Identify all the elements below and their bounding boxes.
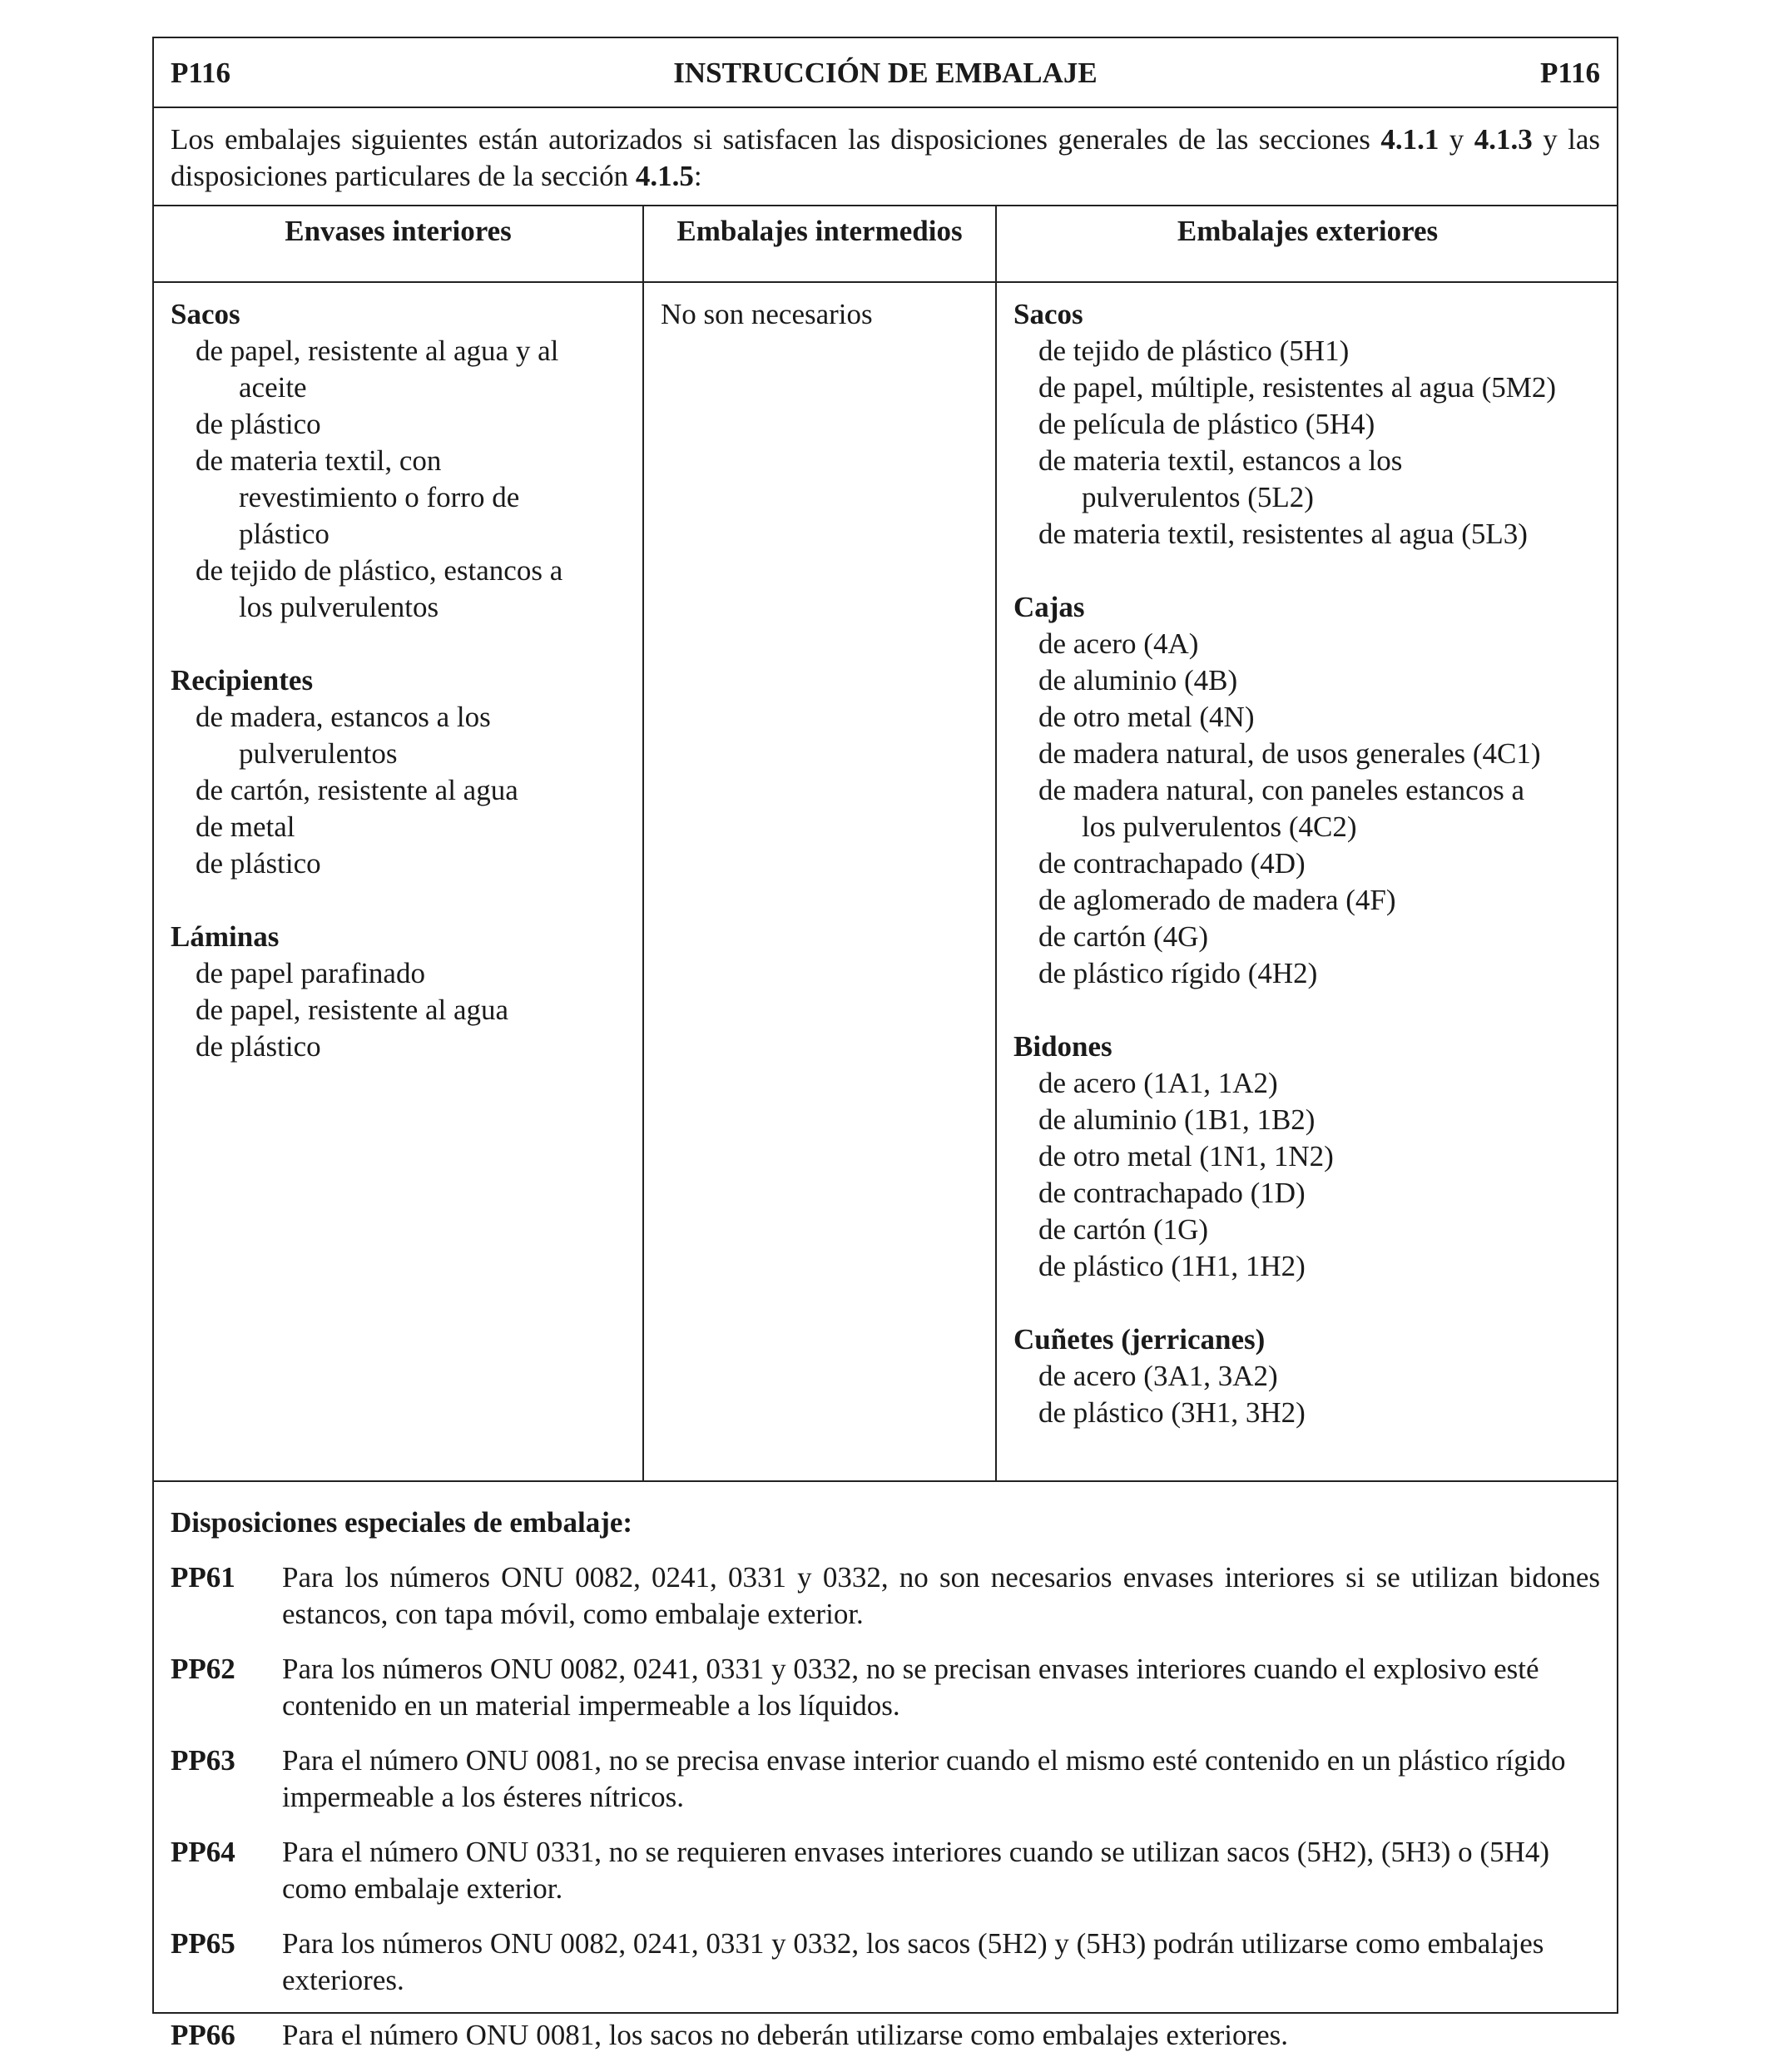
column-header-outer: Embalajes exteriores — [1177, 215, 1439, 247]
section-ref: 4.1.5 — [635, 160, 694, 192]
group-title: Cuñetes (jerricanes) — [1013, 1323, 1266, 1356]
list-item: de otro metal (4N) — [1038, 701, 1255, 733]
provision-item — [171, 2017, 1600, 2054]
divider — [154, 281, 1617, 283]
provision-item — [171, 1651, 1600, 1724]
list-item: de cartón (1G) — [1038, 1213, 1209, 1246]
list-item: de plástico — [196, 1030, 321, 1063]
column-header-inner: Envases interiores — [285, 215, 512, 247]
list-item: de plástico (1H1, 1H2) — [1038, 1250, 1306, 1282]
list-item: de materia textil, estancos a los — [1038, 444, 1403, 477]
provision-code: PP64 — [171, 1836, 235, 1868]
list-item: de película de plástico (5H4) — [1038, 408, 1375, 440]
list-item: de plástico rígido (4H2) — [1038, 957, 1318, 989]
group-bidones — [1013, 1029, 1556, 1285]
list-item: de madera, estancos a los — [196, 701, 491, 733]
list-item: los pulverulentos — [239, 591, 439, 623]
list-item: de plástico — [196, 408, 321, 440]
group-sacos — [1013, 296, 1556, 553]
list-item: de metal — [196, 810, 295, 843]
list-item: de acero (4A) — [1038, 627, 1199, 660]
group-sacos — [171, 296, 562, 626]
list-item: de otro metal (1N1, 1N2) — [1038, 1140, 1334, 1172]
section-ref: 4.1.3 — [1474, 123, 1533, 156]
group-recipientes — [171, 662, 562, 882]
group-laminas — [171, 919, 562, 1065]
provision-code: PP65 — [171, 1927, 235, 1960]
instruction-code-left: P116 — [171, 57, 230, 89]
provision-text: Para el número ONU 0081, los sacos no deberán utilizarse como embalajes exteriores. — [282, 2019, 1289, 2051]
list-item: de tejido de plástico, estancos a — [196, 554, 563, 587]
provision-text: Para los números ONU 0082, 0241, 0331 y 0332, los sacos (5H2) y (5H3) podrán utilizarse como embalajes exteriores. — [282, 1927, 1544, 1996]
list-item: revestimiento o forro de — [239, 481, 520, 513]
provision-code: PP61 — [171, 1561, 235, 1594]
list-item: de madera natural, de usos generales (4C1) — [1038, 737, 1541, 770]
provision-text: Para el número ONU 0331, no se requieren envases interiores cuando se utilizan sacos (5H2), (5H3) o (5H4) como embalaje exterior. — [282, 1836, 1550, 1905]
divider — [154, 107, 1617, 108]
list-item: de papel, múltiple, resistentes al agua (5M2) — [1038, 371, 1557, 404]
list-item: de papel parafinado — [196, 957, 425, 989]
list-item: de materia textil, con — [196, 444, 442, 477]
list-item: de contrachapado (4D) — [1038, 847, 1306, 880]
instruction-code-right: P116 — [1540, 57, 1600, 89]
list-item: de plástico (3H1, 3H2) — [1038, 1396, 1306, 1429]
list-item: los pulverulentos (4C2) — [1082, 810, 1357, 843]
intro-text: Los embalajes siguientes están autorizados si satisfacen las disposiciones generales de las secciones — [171, 123, 1381, 156]
provision-code: PP63 — [171, 1744, 235, 1777]
special-provisions-title: Disposiciones especiales de embalaje: — [171, 1506, 633, 1539]
outer-packagings-list — [1013, 296, 1556, 1431]
packing-instruction-table — [152, 37, 1618, 2051]
provision-code: PP66 — [171, 2019, 235, 2051]
provision-item — [171, 1926, 1600, 1999]
column-separator — [642, 205, 644, 1481]
list-item: de aglomerado de madera (4F) — [1038, 884, 1396, 916]
group-title: Bidones — [1013, 1030, 1112, 1063]
list-item: de contrachapado (1D) — [1038, 1177, 1306, 1209]
list-item: de acero (1A1, 1A2) — [1038, 1067, 1278, 1099]
page-title: INSTRUCCIÓN DE EMBALAJE — [673, 57, 1098, 89]
list-item: de plástico — [196, 847, 321, 880]
column-header-intermediate: Embalajes intermedios — [676, 215, 963, 247]
list-item: de aluminio (1B1, 1B2) — [1038, 1103, 1316, 1136]
list-item: de papel, resistente al agua y al — [196, 335, 559, 367]
intermediate-packagings — [661, 296, 873, 333]
intro-text: y las disposiciones particulares de la sección — [171, 123, 1601, 192]
list-item: de materia textil, resistentes al agua (5L3) — [1038, 518, 1528, 550]
list-item: pulverulentos — [239, 737, 398, 770]
intro-paragraph — [171, 121, 1600, 195]
list-item: de aluminio (4B) — [1038, 664, 1238, 696]
group-cunetes — [1013, 1321, 1556, 1431]
provision-code: PP62 — [171, 1653, 235, 1685]
intro-text: : — [693, 160, 702, 192]
provision-text: Para los números ONU 0082, 0241, 0331 y 0332, no se precisan envases interiores cuando el explosivo esté contenido en un material impermeable a los líquidos. — [282, 1653, 1539, 1722]
list-item: de cartón, resistente al agua — [196, 774, 518, 806]
column-separator — [995, 205, 997, 1481]
section-ref: 4.1.1 — [1380, 123, 1439, 156]
group-title: Cajas — [1013, 591, 1085, 623]
list-item: plástico — [239, 518, 330, 550]
group-title: Sacos — [1013, 298, 1083, 330]
list-item: de papel, resistente al agua — [196, 994, 509, 1026]
provision-item — [171, 1834, 1600, 1907]
intermediate-note: No son necesarios — [661, 298, 873, 330]
list-item: pulverulentos (5L2) — [1082, 481, 1314, 513]
divider — [154, 1480, 1617, 1482]
provision-text: Para el número ONU 0081, no se precisa envase interior cuando el mismo esté contenido en un plástico rígido impermeable a los ésteres nítricos. — [282, 1744, 1566, 1813]
list-item: de cartón (4G) — [1038, 920, 1209, 953]
list-item: de madera natural, con paneles estancos a — [1038, 774, 1525, 806]
provision-text: Para los números ONU 0082, 0241, 0331 y 0332, no son necesarios envases interiores si se utilizan bidones estancos, con tapa móvil, como embalaje exterior. — [282, 1561, 1600, 1630]
divider — [154, 205, 1617, 206]
group-title: Recipientes — [171, 664, 314, 696]
provision-item — [171, 1559, 1600, 1633]
list-item: de acero (3A1, 3A2) — [1038, 1360, 1278, 1392]
group-title: Sacos — [171, 298, 240, 330]
list-item: aceite — [239, 371, 307, 404]
special-provisions — [171, 1504, 1600, 2072]
provision-item — [171, 1742, 1600, 1816]
inner-packagings-list — [171, 296, 562, 1065]
group-cajas — [1013, 589, 1556, 992]
list-item: de tejido de plástico (5H1) — [1038, 335, 1350, 367]
group-title: Láminas — [171, 920, 280, 953]
intro-text: y — [1439, 123, 1474, 156]
